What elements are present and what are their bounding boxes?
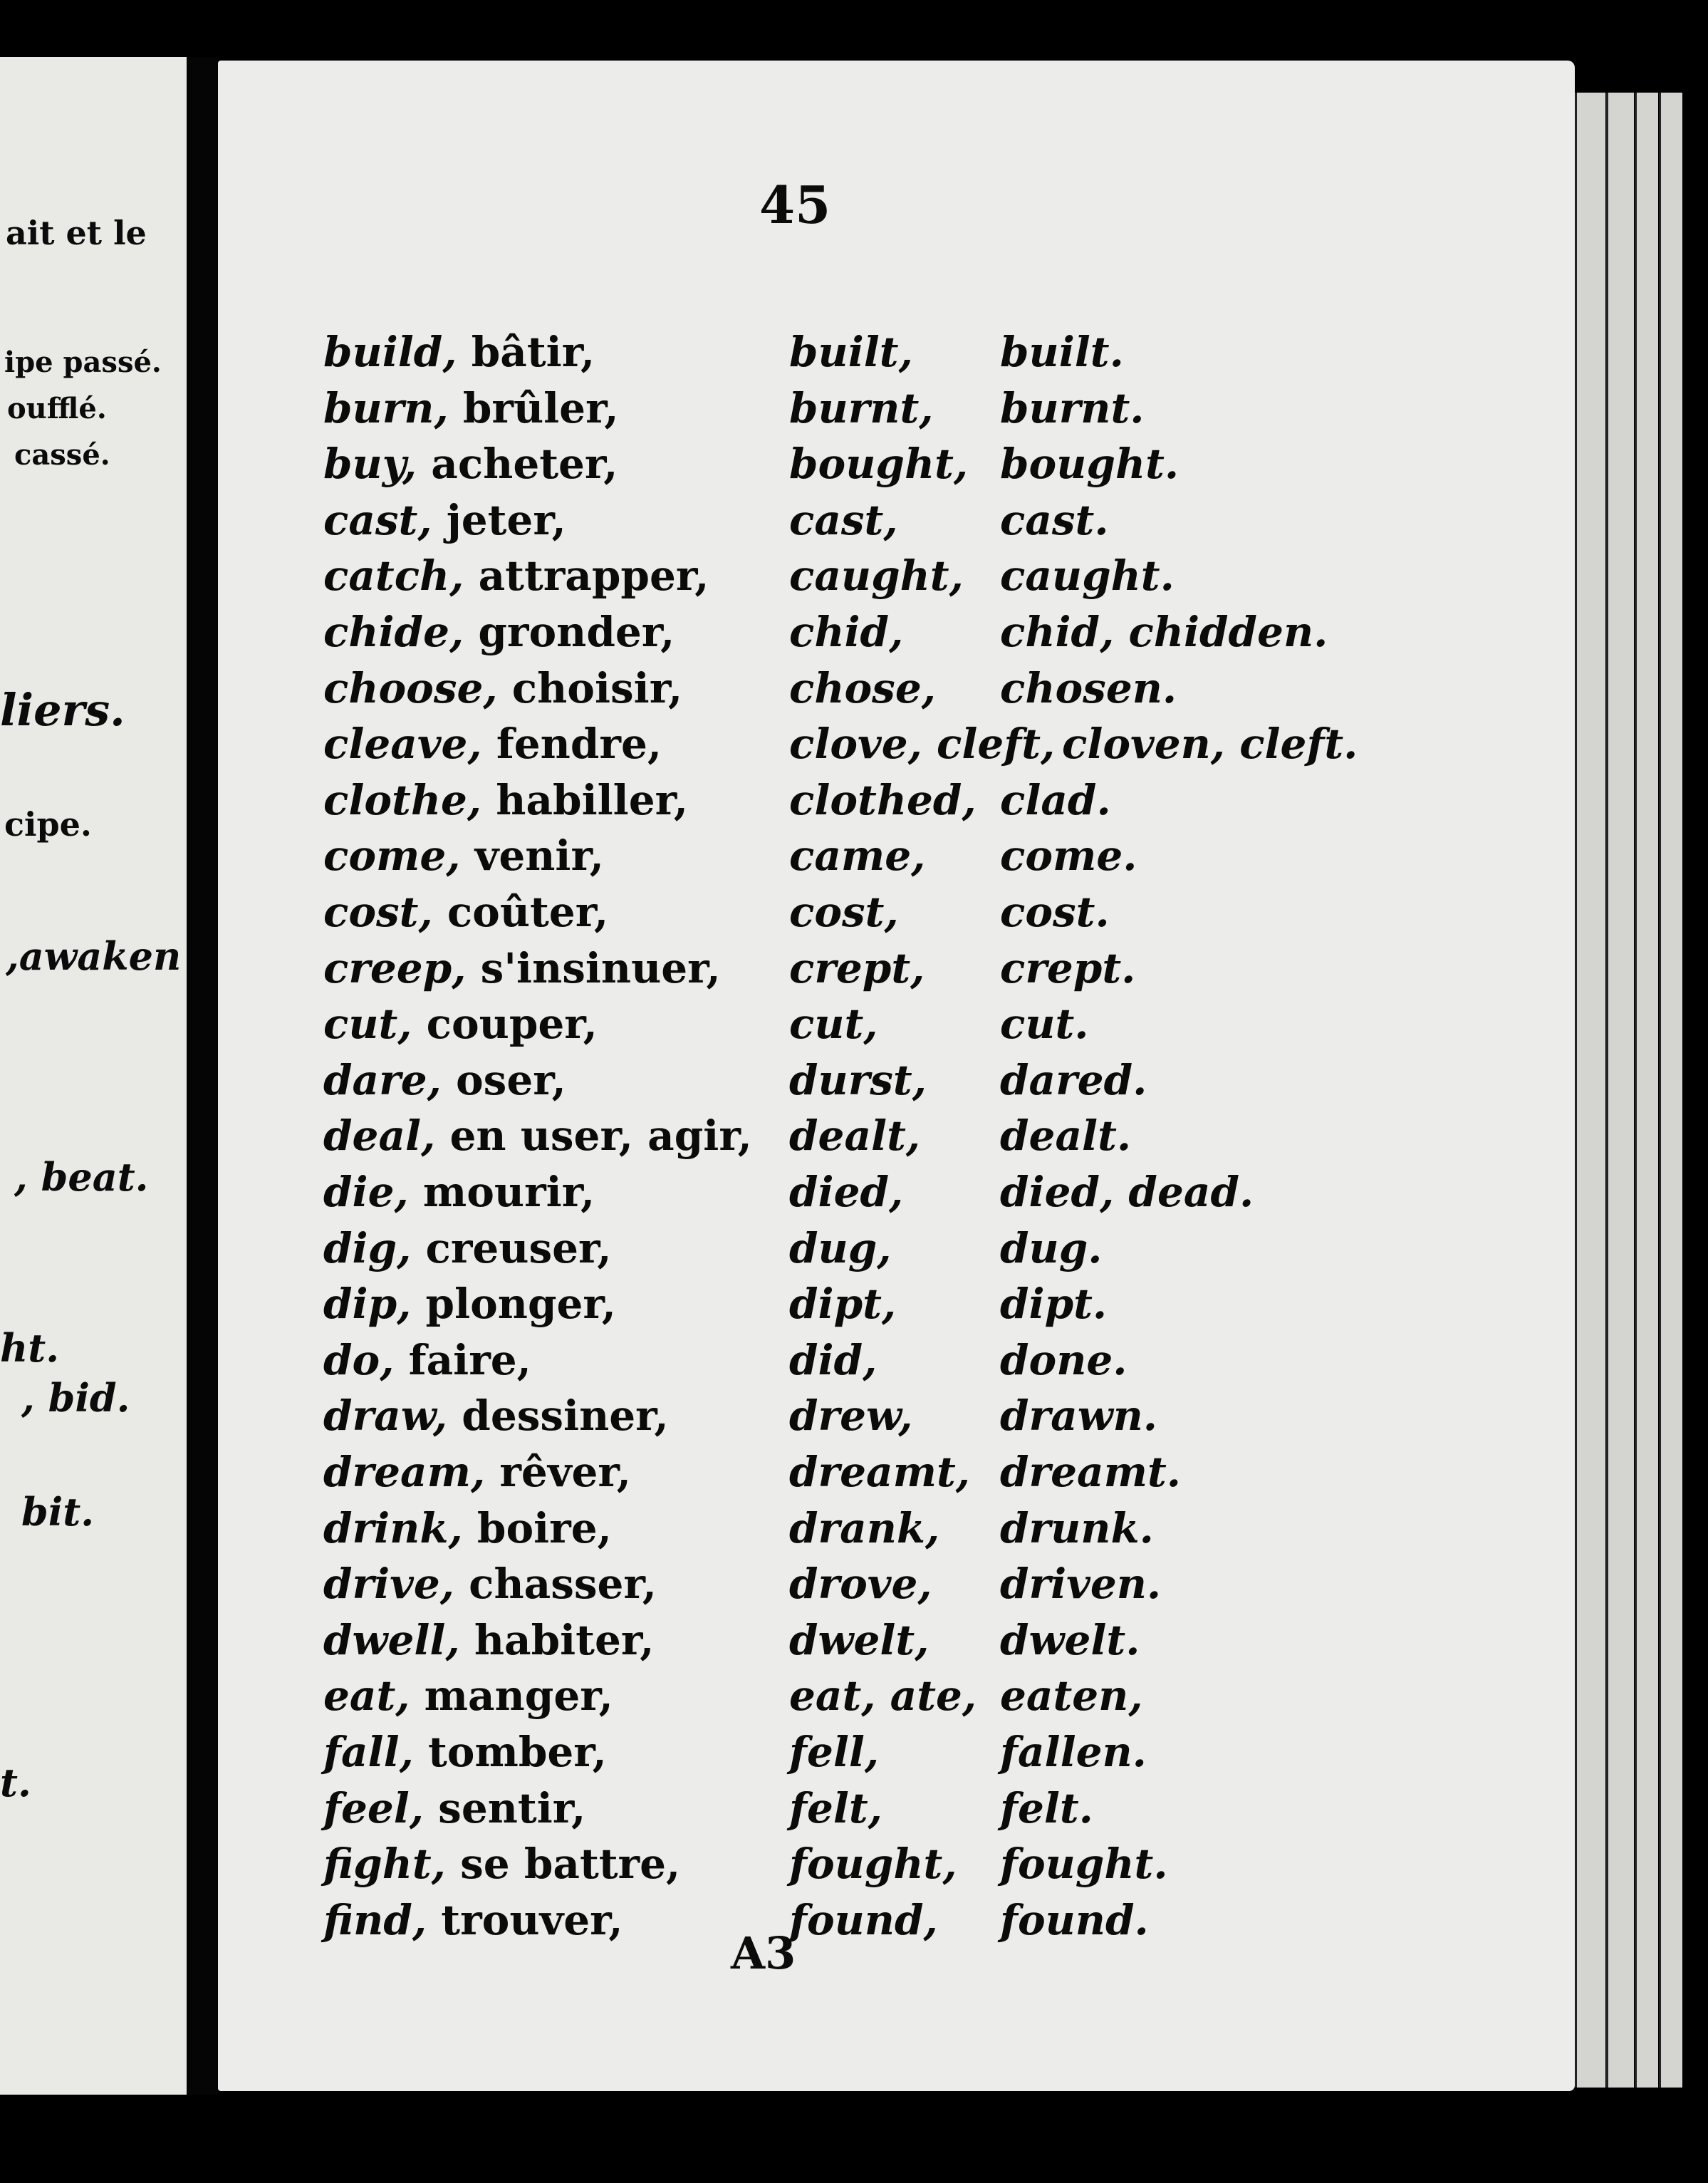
left-page-line: cassé.	[14, 438, 110, 472]
infinitive: dare, oser,	[323, 1055, 566, 1104]
past-tense: found,	[789, 1895, 938, 1944]
irregular-verb-table	[218, 61, 1575, 2091]
french-translation: faire,	[394, 1335, 531, 1384]
past-participle: dealt.	[1000, 1111, 1132, 1161]
past-participle: eaten,	[1000, 1671, 1143, 1721]
french-translation: venir,	[460, 831, 604, 881]
french-translation: tomber,	[413, 1728, 607, 1776]
past-participle: died, dead.	[1000, 1168, 1254, 1216]
page-edges	[1575, 93, 1708, 2088]
left-page-line: ,awaken	[6, 933, 182, 979]
french-translation: manger,	[410, 1671, 613, 1721]
past-tense: came,	[789, 831, 926, 881]
french-translation: attrapper,	[464, 551, 709, 601]
infinitive: fight, se battre,	[323, 1840, 681, 1889]
past-participle: cloven, cleft.	[1062, 720, 1358, 769]
past-participle: crept.	[1000, 943, 1136, 992]
past-tense: fought,	[789, 1840, 957, 1889]
past-participle: built.	[1000, 328, 1124, 376]
infinitive: burn, brûler,	[323, 383, 619, 432]
past-tense: cut,	[789, 1000, 878, 1049]
book-page	[218, 61, 1575, 2091]
past-participle: cast.	[1000, 495, 1109, 544]
past-tense: dwelt,	[789, 1615, 929, 1664]
french-translation: boire,	[462, 1503, 612, 1552]
infinitive: buy, acheter,	[323, 440, 618, 489]
infinitive: cost, coûter,	[323, 888, 609, 936]
past-participle: found.	[1000, 1895, 1149, 1944]
past-tense: clove, cleft,	[789, 720, 1056, 769]
left-page-line: oufflé.	[7, 392, 107, 425]
french-translation: sentir,	[423, 1783, 586, 1832]
past-participle: come.	[1000, 831, 1137, 881]
infinitive: clothe, habiller,	[323, 775, 689, 824]
infinitive: cleave, fendre,	[323, 720, 662, 769]
infinitive: drive, chasser,	[323, 1560, 657, 1609]
left-page-line: ipe passé.	[4, 346, 162, 379]
french-translation: rêver,	[485, 1448, 631, 1496]
infinitive: deal, en user, agir,	[323, 1111, 752, 1161]
page-number: 45	[759, 175, 831, 235]
french-translation: s'insinuer,	[466, 943, 721, 992]
past-participle: done.	[1000, 1335, 1128, 1384]
past-tense: built,	[789, 328, 913, 376]
french-translation: acheter,	[417, 440, 618, 489]
infinitive: fall, tomber,	[323, 1728, 607, 1776]
past-participle: cost.	[1000, 888, 1110, 936]
infinitive: come, venir,	[323, 831, 604, 881]
french-translation: couper,	[412, 1000, 598, 1049]
infinitive: feel, sentir,	[323, 1783, 586, 1832]
past-participle: drawn.	[1000, 1391, 1157, 1441]
infinitive: find, trouver,	[323, 1895, 623, 1944]
left-page-line: , beat.	[14, 1154, 149, 1200]
past-participle: drunk.	[1000, 1503, 1154, 1552]
past-participle: dipt.	[1000, 1280, 1108, 1329]
past-tense: drove,	[789, 1560, 932, 1609]
past-participle: dreamt.	[1000, 1448, 1181, 1496]
past-tense: dipt,	[789, 1280, 897, 1329]
infinitive: dream, rêver,	[323, 1448, 631, 1496]
french-translation: oser,	[441, 1055, 566, 1104]
past-participle: dared.	[1000, 1055, 1147, 1104]
french-translation: plonger,	[411, 1280, 616, 1329]
infinitive: cut, couper,	[323, 1000, 598, 1049]
infinitive: dig, creuser,	[323, 1223, 612, 1272]
past-tense: chose,	[789, 663, 936, 712]
left-page-line: t.	[0, 1760, 31, 1805]
past-tense: crept,	[789, 943, 925, 992]
infinitive: die, mourir,	[323, 1168, 595, 1216]
infinitive: eat, manger,	[323, 1671, 613, 1721]
french-translation: chasser,	[454, 1560, 657, 1609]
past-participle: bought.	[1000, 440, 1180, 489]
past-participle: burnt.	[1000, 383, 1145, 432]
french-translation: se battre,	[445, 1840, 681, 1889]
french-translation: fendre,	[481, 720, 662, 769]
past-tense: fell,	[789, 1728, 880, 1776]
infinitive: dwell, habiter,	[323, 1615, 655, 1664]
left-page-line: bit.	[21, 1489, 95, 1535]
past-tense: burnt,	[789, 383, 934, 432]
past-participle: dug.	[1000, 1223, 1103, 1272]
past-tense: bought,	[789, 440, 969, 489]
infinitive: draw, dessiner,	[323, 1391, 669, 1441]
infinitive: choose, choisir,	[323, 663, 683, 712]
past-participle: chosen.	[1000, 663, 1177, 712]
infinitive: do, faire,	[323, 1335, 531, 1384]
french-translation: trouver,	[427, 1895, 623, 1944]
past-tense: durst,	[789, 1055, 927, 1104]
french-translation: gronder,	[464, 608, 675, 656]
past-tense: did,	[789, 1335, 878, 1384]
infinitive: catch, attrapper,	[323, 551, 709, 601]
french-translation: bâtir,	[457, 328, 595, 376]
past-participle: clad.	[1000, 775, 1111, 824]
past-tense: dreamt,	[789, 1448, 970, 1496]
left-page-line: , bid.	[21, 1375, 130, 1421]
past-tense: felt,	[789, 1783, 882, 1832]
past-tense: drank,	[789, 1503, 940, 1552]
left-page-line: cipe.	[4, 805, 92, 844]
french-translation: jeter,	[432, 495, 566, 544]
past-tense: eat, ate,	[789, 1671, 977, 1721]
past-tense: died,	[789, 1168, 904, 1216]
past-tense: cost,	[789, 888, 899, 936]
french-translation: choisir,	[497, 663, 683, 712]
signature-mark: A3	[731, 1927, 796, 1979]
french-translation: habiter,	[459, 1615, 655, 1664]
past-participle: fallen.	[1000, 1728, 1147, 1776]
french-translation: en user, agir,	[435, 1111, 752, 1161]
past-tense: caught,	[789, 551, 964, 601]
past-participle: chid, chidden.	[1000, 608, 1328, 656]
french-translation: habiller,	[481, 775, 689, 824]
past-tense: clothed,	[789, 775, 977, 824]
infinitive: chide, gronder,	[323, 608, 675, 656]
french-translation: dessiner,	[447, 1391, 669, 1441]
french-translation: brûler,	[448, 383, 619, 432]
infinitive: drink, boire,	[323, 1503, 612, 1552]
past-participle: cut.	[1000, 1000, 1089, 1049]
infinitive: cast, jeter,	[323, 495, 566, 544]
infinitive: creep, s'insinuer,	[323, 943, 721, 992]
french-translation: mourir,	[408, 1168, 595, 1216]
infinitive: build, bâtir,	[323, 328, 595, 376]
past-participle: felt.	[1000, 1783, 1093, 1832]
past-tense: cast,	[789, 495, 898, 544]
left-page-line: liers.	[0, 684, 125, 736]
past-participle: caught.	[1000, 551, 1175, 601]
french-translation: creuser,	[411, 1223, 612, 1272]
past-participle: fought.	[1000, 1840, 1168, 1889]
past-tense: drew,	[789, 1391, 913, 1441]
past-tense: chid,	[789, 608, 904, 656]
past-participle: driven.	[1000, 1560, 1162, 1609]
past-tense: dealt,	[789, 1111, 921, 1161]
previous-page-fragment	[0, 57, 187, 2095]
past-tense: dug,	[789, 1223, 892, 1272]
book-gutter	[187, 57, 218, 2095]
left-page-line: ait et le	[6, 214, 147, 252]
left-page-line: ht.	[0, 1325, 60, 1371]
infinitive: dip, plonger,	[323, 1280, 616, 1329]
french-translation: coûter,	[432, 888, 609, 936]
past-participle: dwelt.	[1000, 1615, 1140, 1664]
